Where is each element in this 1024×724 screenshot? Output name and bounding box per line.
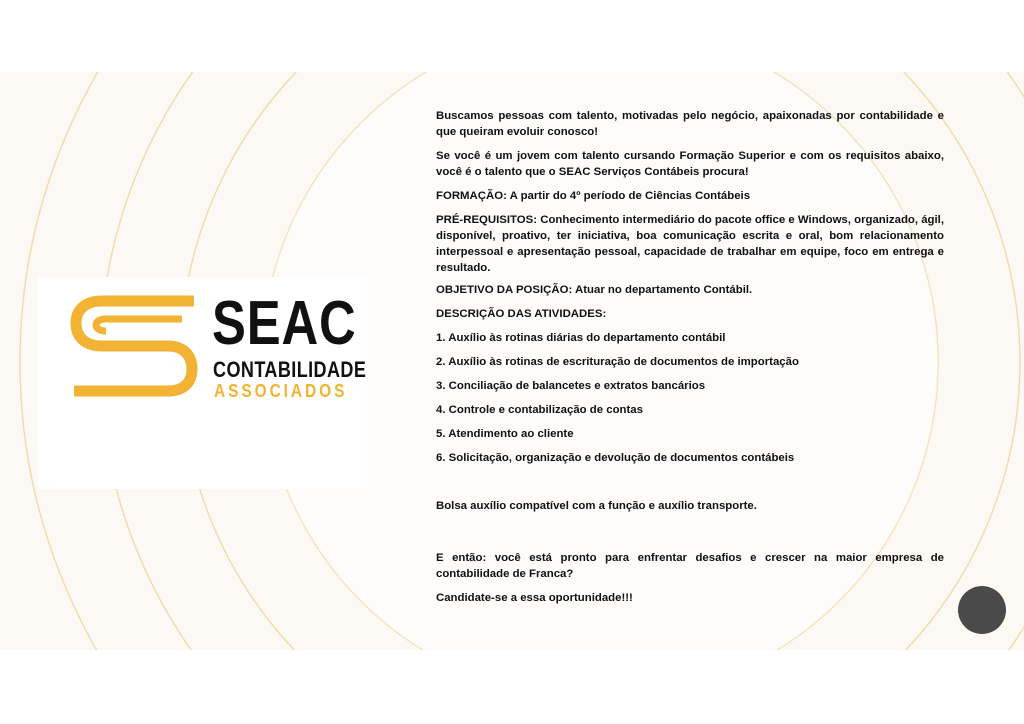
activity-item: 6. Solicitação, organização e devolução de documentos contábeis [436, 452, 795, 464]
logo-seac-text: SEAC [212, 289, 357, 358]
logo-contabilidade-text: CONTABILIDADE [213, 357, 367, 382]
logo-associados-text: ASSOCIADOS [214, 381, 348, 401]
activity-item: 2. Auxílio às rotinas de escrituração de documentos de importação [436, 356, 799, 368]
navigation-dot-button[interactable] [958, 586, 1006, 634]
requisitos-paragraph: PRÉ-REQUISITOS: Conhecimento intermediário do pacote office e Windows, organizado, ágil, disponível, proativo, ter iniciativa, boa comunicação escrita e oral, bom relacionamento interpessoal e apresentação pessoal, capacidade de trabalhar em equipe, foco em entrega e resultado. [436, 214, 944, 274]
activity-item: 1. Auxílio às rotinas diárias do departamento contábil [436, 332, 726, 344]
invite-paragraph: Se você é um jovem com talento cursando Formação Superior e com os requisitos abaixo, você é o talento que o SEAC Serviços Contábeis procura! [436, 150, 944, 178]
entao-paragraph: E então: você está pronto para enfrentar desafios e crescer na maior empresa de contabilidade de Franca? [436, 552, 944, 580]
objetivo-line: OBJETIVO DA POSIÇÃO: Atuar no departamento Contábil. [436, 284, 753, 296]
intro-paragraph: Buscamos pessoas com talento, motivadas pelo negócio, apaixonadas por contabilidade e que queiram evoluir conosco! [436, 110, 944, 138]
activity-item: 3. Conciliação de balancetes e extratos bancários [436, 380, 706, 392]
logo [38, 277, 368, 489]
seac-s-icon [70, 295, 200, 397]
bolsa-line: Bolsa auxílio compatível com a função e auxílio transporte. [436, 500, 757, 512]
activity-item: 4. Controle e contabilização de contas [436, 404, 643, 416]
cta-line: Candidate-se a essa oportunidade!!! [436, 592, 633, 604]
job-description [436, 108, 944, 606]
formacao-line: FORMAÇÃO: A partir do 4º período de Ciências Contábeis [436, 190, 751, 202]
descricao-title: DESCRIÇÃO DAS ATIVIDADES: [436, 308, 607, 320]
activity-item: 5. Atendimento ao cliente [436, 428, 574, 440]
